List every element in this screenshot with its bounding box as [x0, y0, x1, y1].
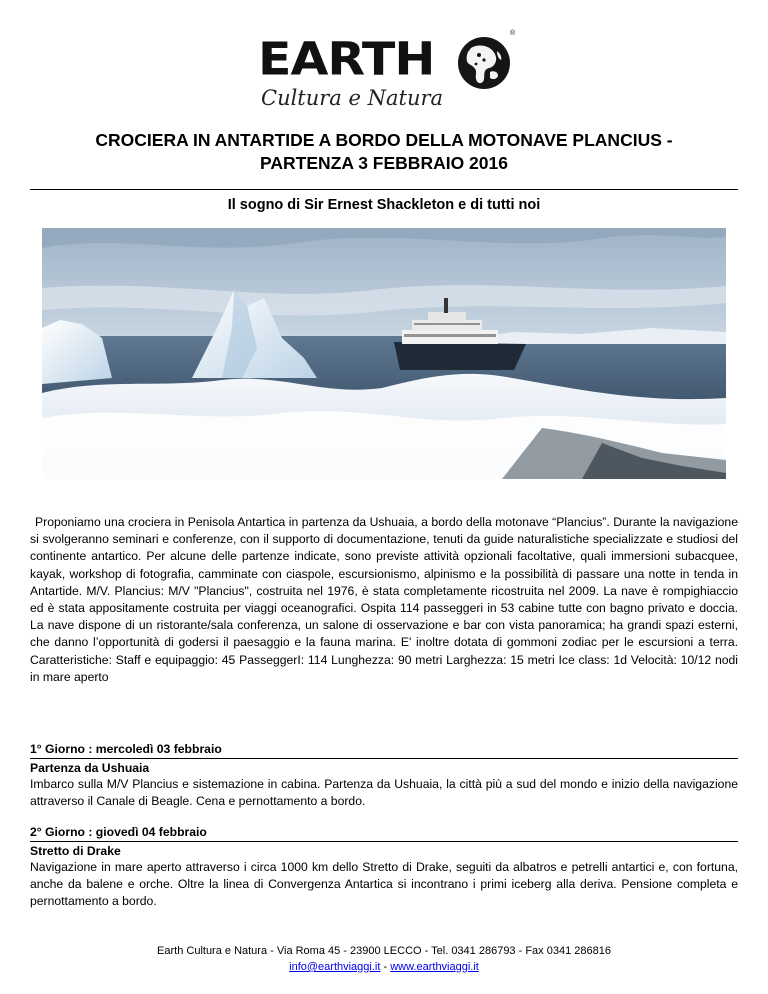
page-subtitle: Il sogno di Sir Ernest Shackleton e di tutti noi	[227, 197, 541, 213]
website-link[interactable]: www.earthviaggi.it	[390, 961, 479, 973]
day-place: Partenza da Ushuaia	[30, 761, 150, 775]
itinerary-day-2	[30, 824, 738, 911]
title-line-2: PARTENZA 3 FEBBRAIO 2016	[260, 153, 508, 173]
title-divider	[30, 189, 738, 190]
logo-wordmark: EARTH	[258, 33, 435, 86]
itinerary-day-1	[30, 741, 738, 810]
page-title	[30, 129, 738, 175]
day-heading: 1° Giorno : mercoledì 03 febbraio	[30, 741, 738, 759]
globe-icon	[457, 36, 511, 90]
day-description: Navigazione in mare aperto attraverso i circa 1000 km dello Stretto di Drake, seguiti da albatros e petrelli antartici e, con fortuna, anche da balene e orche. Oltre la linea di Convergenza Antartica si incontrano i primi iceberg alla deriva. Pensione completa e pernottamento a bordo.	[30, 860, 738, 909]
intro-paragraph: Proponiamo una crociera in Penisola Antartica in partenza da Ushuaia, a bordo della motonave “Plancius”. Durante la navigazione si svolgeranno seminari e conferenze, con il supporto di documentazione, tenuti da guide naturalistiche specializzate e studiosi del continente antartico. Per alcune delle partenze indicate, sono previste attività opzionali facoltative, quali immersioni subacquee, kayak, workshop di fotografia, camminate con ciaspole, escursionismo, alpinismo e la possibilità di passare una notte in tenda in Antartide. M/V. Plancius: M/V "Plancius", costruita nel 1976, è stata completamente ricostruita nel 2009. La nave è rompighiaccio ed è stata appositamente costruita per viaggi oceanografici. Ospita 114 passeggeri in 53 cabine tutte con bagno privato e doccia. La nave dispone di un ristorante/sala conferenza, un salone di osservazione e bar con vista panoramica; ha grandi spazi esterni, che danno l’opportunità di godersi il paesaggio e la fauna marina. E' inoltre dotata di gommoni zodiac per le escursioni a terra. Caratteristiche: Staff e equipaggio: 45 PasseggerI: 114 Lunghezza: 90 metri Larghezza: 15 metri Ice class: 1d Velocità: 10/12 nodi in mare aperto	[30, 515, 738, 684]
registered-mark: ®	[510, 30, 516, 37]
day-description: Imbarco sulla M/V Plancius e sistemazione in cabina. Partenza da Ushuaia, la città più a sud del mondo e inizio della navigazione attraverso il Canale di Beagle. Cena e pernottamento a bordo.	[30, 777, 738, 809]
earth-logo	[258, 30, 520, 112]
logo-tagline: Cultura e Natura	[261, 86, 444, 110]
email-link[interactable]: info@earthviaggi.it	[289, 961, 381, 973]
title-line-1: CROCIERA IN ANTARTIDE A BORDO DELLA MOTONAVE PLANCIUS -	[95, 130, 673, 150]
antarctica-ship-photo	[42, 228, 726, 479]
page-footer	[30, 943, 738, 975]
footer-address: Earth Cultura e Natura - Via Roma 45 - 23900 LECCO - Tel. 0341 286793 - Fax 0341 286816	[157, 945, 611, 957]
footer-separator: -	[380, 961, 391, 973]
day-heading: 2° Giorno : giovedì 04 febbraio	[30, 824, 738, 842]
footer-links	[30, 959, 738, 975]
day-place: Stretto di Drake	[30, 844, 121, 858]
